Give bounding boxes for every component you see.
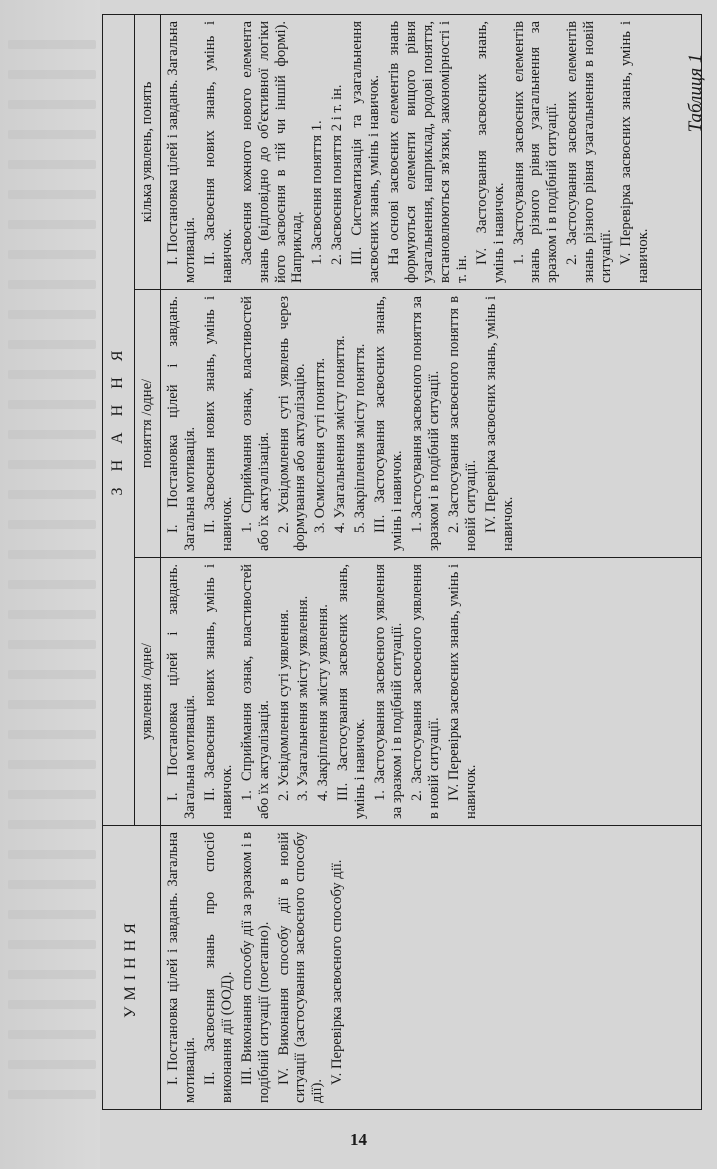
cell-several <box>161 14 702 289</box>
list-item: 1. Засвоєння поняття 1. <box>309 120 326 265</box>
list-item: На основі засвоєних елементів знань формуються елементи вищого рівня узагальнення, наприклад, родові поняття, встановлюються зв'язки, закономірності і т. ін. <box>386 20 470 283</box>
cell-skills <box>161 826 702 1110</box>
list-item: 1. Сприймання ознак, властивостей або їх актуалізація. <box>238 564 272 819</box>
subheader-ideas: уявлення /одне/ <box>135 558 161 826</box>
list-item: IV. Виконання способу дії в новій ситуації (застосування засвоєного способу дії). <box>275 832 326 1103</box>
list-item: Засвоєння кожного нового елемента знань (відповідно до об'єктивної логіки його засвоєння в тій чи іншій формі). Наприклад. <box>238 20 306 283</box>
list-item: ІІ. Засвоєння нових знань, умінь і навичок. <box>201 20 235 283</box>
list-item: ІІ. Засвоєння знань про спосіб виконання дії (ООД). <box>201 832 235 1103</box>
list-item: ІІ. Засвоєння нових знань, умінь і навичок. <box>201 296 235 551</box>
list-item: 1. Застосування засвоєного уявлення за зразком і в подібній ситуації. <box>372 564 406 819</box>
list-item: 4. Закріплення змісту уявлення. <box>315 604 332 801</box>
page-number: 14 <box>350 1130 367 1149</box>
bleed-through-text <box>0 0 100 1169</box>
list-item: ІІІ. Виконання способу дії за зразком і в подібній ситуації (поетапно). <box>238 832 272 1103</box>
table-caption-text: Таблиця 1 <box>685 53 706 133</box>
list-item: ІІІ. Застосування засвоєних знань, умінь і навичок. <box>372 296 406 551</box>
list-item: 1. Застосування засвоєних елементів знань різного рівня узагальнення за зразком і в подібній ситуації. <box>510 20 561 283</box>
list-item: 2. Засвоєння поняття 2 і т. ін. <box>329 84 346 265</box>
list-item: V. Перевірка засвоєного способу дії. <box>329 859 346 1085</box>
cell-concepts <box>161 290 702 558</box>
list-item: ІІ. Засвоєння нових знань, умінь і навичок. <box>201 564 235 819</box>
list-item: І. Постановка цілей і завдань. Загальна мотивація. <box>165 564 198 819</box>
list-item: ІІІ. Застосування засвоєних знань, умінь і навичок. <box>335 564 369 819</box>
list-item: 4. Узагальнення змісту поняття. <box>332 335 349 533</box>
list-item: 3. Узагальнення змісту уявлення. <box>295 595 312 801</box>
list-item: 1. Застосування засвоєного поняття за зразком і в подібній ситуації. <box>408 296 442 551</box>
subheader-concepts: поняття /одне/ <box>135 290 161 558</box>
cell-ideas <box>161 558 702 826</box>
list-item: IV. Застосування засвоєних знань, умінь і навичок. <box>473 20 507 283</box>
list-item: 2. Усвідомлення суті уявлень через формування або актуалізацію. <box>275 296 309 551</box>
list-item: ІІІ. Систематизація та узагальнення засвоєних знань, умінь і навичок. <box>349 20 383 283</box>
list-item: І. Постановка цілей і завдань. Загальна мотивація. <box>165 832 198 1103</box>
list-item: V. Перевірка засвоєних знань, умінь і навичок. <box>618 20 651 283</box>
list-item: 2. Усвідомлення суті уявлення. <box>275 609 292 801</box>
list-item: І. Постановка цілей і завдань. Загальна мотивація. <box>165 296 198 551</box>
list-item: 2. Застосування засвоєного уявлення в новій ситуації. <box>408 564 442 819</box>
list-item: 1. Сприймання ознак, властивостей або їх актуалізація. <box>238 296 272 551</box>
rotated-table-frame <box>102 0 717 1110</box>
subheader-several: кілька уявлень, понять <box>135 14 161 289</box>
list-item: 2. Застосування засвоєних елементів знань різного рівня узагальнення в новій ситуації. <box>564 20 615 283</box>
list-item: 3. Осмислення суті поняття. <box>312 357 329 533</box>
lesson-structure-table <box>102 14 702 1110</box>
header-skills: УМІННЯ <box>103 826 161 1110</box>
list-item: 5. Закріплення змісту поняття. <box>352 343 369 533</box>
list-item: 2. Застосування засвоєного поняття в новій ситуації. <box>445 296 479 551</box>
list-item: IV. Перевірка засвоєних знань, умінь і навичок. <box>445 564 479 819</box>
header-knowledge: З Н А Н Н Я <box>103 14 135 825</box>
list-item: І. Постановка цілей і завдань. Загальна мотивація. <box>165 20 198 283</box>
list-item: IV. Перевірка засвоєних знань, умінь і навичок. <box>482 296 516 551</box>
